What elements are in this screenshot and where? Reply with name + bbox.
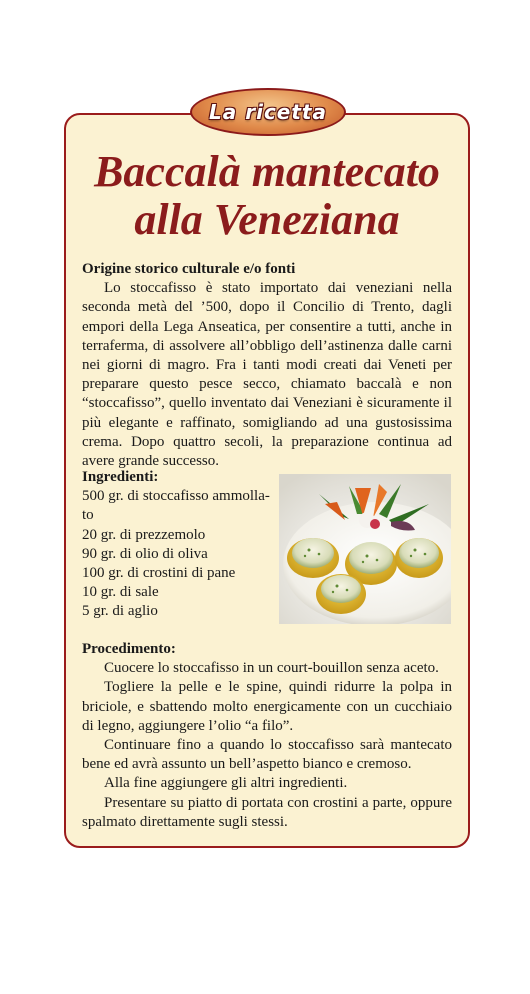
recipe-title — [64, 148, 470, 244]
procedure-step: Presentare su piatto di portata con crostini a parte, oppure spalmato direttamente sugli stessi. — [82, 794, 452, 830]
title-line-1: Baccalà mantecato — [94, 147, 440, 196]
origin-heading: Origine storico culturale e/o fonti — [82, 261, 296, 277]
procedure-heading: Procedimento: — [82, 641, 176, 657]
origin-text: Lo stoccafisso è stato importato dai veneziani nella seconda metà del ’500, dopo il Concilio di Trento, dagli empori della Lega Anseatica, per consentire a tutti, anche in terraferma, di assolvere all’obbligo dell’astinenza dalle carni nei giorni di magro. Fra i tanti modi creati dai Veneti per preparare questo pesce secco, chiamato baccalà e non “stoccafisso”, quello inventato dai Veneziani è sicuramente il più elegante e raffinato, somigliando ad una gustosissima crema. Dopo quattro secoli, la preparazione continua ad avere grande successo. — [82, 280, 452, 470]
procedure-step: Continuare fino a quando lo stoccafisso sarà mantecato bene ed avrà assunto un bell’aspetto bianco e cremoso. — [82, 737, 452, 773]
dish-photo — [279, 474, 451, 624]
procedure-step: Cuocere lo stoccafisso in un court-bouillon senza aceto. — [104, 660, 439, 677]
title-line-2: alla Veneziana — [134, 195, 400, 244]
procedure-step: Togliere la pelle e le spine, quindi ridurre la polpa in briciole, e sbattendo molto energicamente con un cucchiaio di legno, aggiungere l’olio “a filo”. — [82, 679, 452, 734]
ingredient-item: 10 gr. di sale — [82, 584, 159, 601]
procedure-section — [82, 640, 452, 832]
procedure-step: Alla fine aggiungere gli altri ingredienti. — [104, 775, 348, 792]
recipe-badge — [190, 88, 346, 136]
dish-illustration — [279, 474, 451, 624]
ingredient-item: 500 gr. di stoccafisso ammolla- — [82, 488, 270, 505]
ingredients-heading: Ingredienti: — [82, 469, 159, 485]
ingredient-item: 90 gr. di olio di oliva — [82, 545, 208, 562]
ingredient-item: 20 gr. di prezzemolo — [82, 526, 206, 543]
ingredient-item: to — [82, 507, 94, 524]
ingredients-section — [82, 468, 277, 622]
ingredient-item: 5 gr. di aglio — [82, 603, 158, 620]
origin-section — [82, 260, 452, 471]
ingredient-item: 100 gr. di crostini di pane — [82, 565, 236, 582]
badge-label: La ricetta — [209, 100, 327, 124]
